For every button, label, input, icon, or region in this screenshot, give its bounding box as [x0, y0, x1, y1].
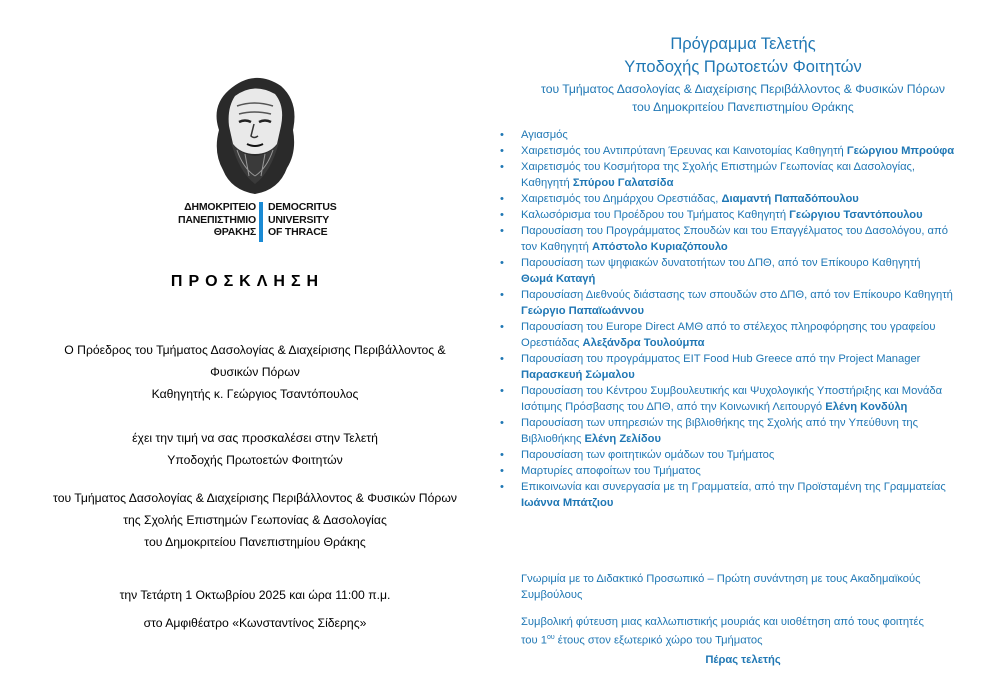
bullet-icon: •	[500, 449, 504, 461]
bullet-icon: •	[500, 161, 504, 173]
program-item-speaker: Διαμαντή Παπαδόπουλου	[721, 193, 859, 205]
program-item	[495, 351, 955, 383]
program-extra-meet-staff: Γνωριμία με το Διδακτικό Προσωπικό – Πρώτη συνάντηση με τους Ακαδημαϊκούς Συμβούλους	[521, 573, 921, 601]
invite-block: έχει την τιμή να σας προσκαλέσει στην Τελετή Υποδοχής Πρωτοετών Φοιτητών	[132, 431, 378, 467]
bullet-icon: •	[500, 385, 504, 397]
program-subtitle: του Τμήματος Δασολογίας & Διαχείρισης Περιβάλλοντος & Φυσικών Πόρων του Δημοκριτείου Πανεπιστημίου Θράκης	[541, 82, 945, 114]
bullet-icon: •	[500, 257, 504, 269]
program-item-speaker: Ελένη Ζελίδου	[584, 433, 661, 445]
program-item-text: Παρουσίαση των φοιτητικών ομάδων του Τμήματος	[521, 449, 775, 461]
program-item	[495, 191, 955, 207]
program-item-text: Αγιασμός	[521, 129, 568, 141]
invitation-title: ΠΡΟΣΚΛΗΣΗ	[170, 273, 325, 290]
program-item-speaker: Γεώργιου Μπρούφα	[846, 145, 955, 157]
program-item-text: Παρουσίαση των ψηφιακών δυνατοτήτων του ΔΠΘ, από τον Επίκουρο Καθηγητή	[521, 257, 921, 269]
program-item	[495, 223, 955, 255]
host-block: Ο Πρόεδρος του Τμήματος Δασολογίας & Διαχείρισης Περιβάλλοντος & Φυσικών Πόρων Καθηγητής κ. Γεώργιος Τσαντόπουλος	[64, 343, 446, 401]
program-item-speaker: Απόστολο Κυριαζόπουλο	[592, 241, 728, 253]
university-logo	[164, 72, 354, 244]
program-item-text: Μαρτυρίες αποφοίτων του Τμήματος	[521, 465, 701, 477]
program-item	[495, 255, 955, 287]
program-item-text: Παρουσίαση του Προγράμματος Σπουδών και του Επαγγέλματος του Δασολόγου, από τον Καθηγητή	[521, 225, 948, 253]
bullet-icon: •	[500, 353, 504, 365]
program-item-text: Επικοινωνία και συνεργασία με τη Γραμματεία, από την Προϊσταμένη της Γραμματείας	[521, 481, 946, 493]
program-item-speaker: Γεώργιου Τσαντόπουλου	[789, 209, 923, 221]
bullet-icon: •	[500, 225, 504, 237]
program-item	[495, 479, 955, 511]
program-item	[495, 383, 955, 415]
program-item	[495, 447, 955, 463]
program-item	[495, 415, 955, 447]
program-item-text: Καλωσόρισμα του Προέδρου του Τμήματος Καθηγητή	[521, 209, 790, 221]
program-item-text: Χαιρετισμός του Κοσμήτορα της Σχολής Επιστημών Γεωπονίας και Δασολογίας, Καθηγητή	[521, 161, 916, 189]
program-title: Πρόγραμμα Τελετής Υποδοχής Πρωτοετών Φοιτητών	[624, 35, 862, 76]
program-item-text: Παρουσίαση του Κέντρου Συμβουλευτικής και Ψυχολογικής Υποστήριξης και Μονάδα Ισότιμης Πρόσβασης του ΔΠΘ, από την Κοινωνική Λειτουργό	[521, 385, 943, 413]
date-line: την Τετάρτη 1 Οκτωβρίου 2025 και ώρα 11:00 π.μ.	[119, 588, 391, 602]
program-item	[495, 127, 955, 143]
program-item-text: Παρουσίαση του προγράμματος EIT Food Hub Greece από την Project Manager	[521, 353, 921, 365]
bullet-icon: •	[500, 321, 504, 333]
invitation-panel	[0, 0, 495, 700]
program-item	[495, 463, 955, 479]
democritus-portrait-icon	[209, 72, 299, 196]
program-panel	[495, 0, 991, 700]
program-item	[495, 143, 955, 159]
bullet-icon: •	[500, 129, 504, 141]
program-item	[495, 207, 955, 223]
program-list	[495, 127, 955, 511]
bullet-icon: •	[500, 209, 504, 221]
department-block: του Τμήματος Δασολογίας & Διαχείρισης Περιβάλλοντος & Φυσικών Πόρων της Σχολής Επιστημών Γεωπονίας & Δασολογίας του Δημοκριτείου Πανεπιστημίου Θράκης	[53, 491, 457, 549]
program-item-text: Χαιρετισμός του Δημάρχου Ορεστιάδας,	[521, 193, 722, 205]
program-item-speaker: Θωμά Καταγή	[521, 273, 596, 285]
program-item-text: Παρουσίαση Διεθνούς διάστασης των σπουδών στο ΔΠΘ, από τον Επίκουρο Καθηγητή	[521, 289, 953, 301]
program-item-speaker: Αλεξάνδρα Τουλούμπα	[582, 337, 705, 349]
program-item-speaker: Παρασκευή Σώμαλου	[521, 369, 635, 381]
program-extra-planting: Συμβολική φύτευση μιας καλλωπιστικής μουριάς και υιοθέτηση από τους φοιτητές του $1^{o\upsilon}$ έτους στον εξωτερικό χώρο του Τμήματος	[521, 616, 924, 647]
bullet-icon: •	[500, 417, 504, 429]
logo-divider-bar	[259, 202, 263, 242]
program-item-text: Παρουσίαση του Europe Direct ΑΜΘ από το στέλεχος πληροφόρησης του γραφείου Ορεστιάδας	[521, 321, 936, 349]
bullet-icon: •	[500, 145, 504, 157]
program-item-text: Παρουσίαση των υπηρεσιών της βιβλιοθήκης της Σχολής από την Υπεύθυνη της Βιβλιοθήκης	[521, 417, 919, 445]
bullet-icon: •	[500, 465, 504, 477]
logo-english-text: DEMOCRITUS UNIVERSITY OF THRACE	[268, 201, 337, 238]
venue-line: στο Αμφιθέατρο «Κωνσταντίνος Σίδερης»	[143, 616, 367, 630]
bullet-icon: •	[500, 193, 504, 205]
bullet-icon: •	[500, 481, 504, 493]
program-item	[495, 287, 955, 319]
program-end: Πέρας τελετής	[705, 654, 781, 666]
program-item-speaker: Σπύρου Γαλατσίδα	[572, 177, 674, 189]
program-item	[495, 159, 955, 191]
logo-greek-text: ΔΗΜΟΚΡΙΤΕΙΟ ΠΑΝΕΠΙΣΤΗΜΙΟ ΘΡΑΚΗΣ	[178, 201, 256, 238]
program-item-speaker: Ιωάννα Μπάτζιου	[521, 497, 614, 509]
bullet-icon: •	[500, 289, 504, 301]
program-item-speaker: Ελένη Κονδύλη	[825, 401, 908, 413]
program-item	[495, 319, 955, 351]
program-item-text: Χαιρετισμός του Αντιπρύτανη Έρευνας και Καινοτομίας Καθηγητή	[521, 145, 847, 157]
program-item-speaker: Γεώργιο Παπαϊωάννου	[521, 305, 644, 317]
